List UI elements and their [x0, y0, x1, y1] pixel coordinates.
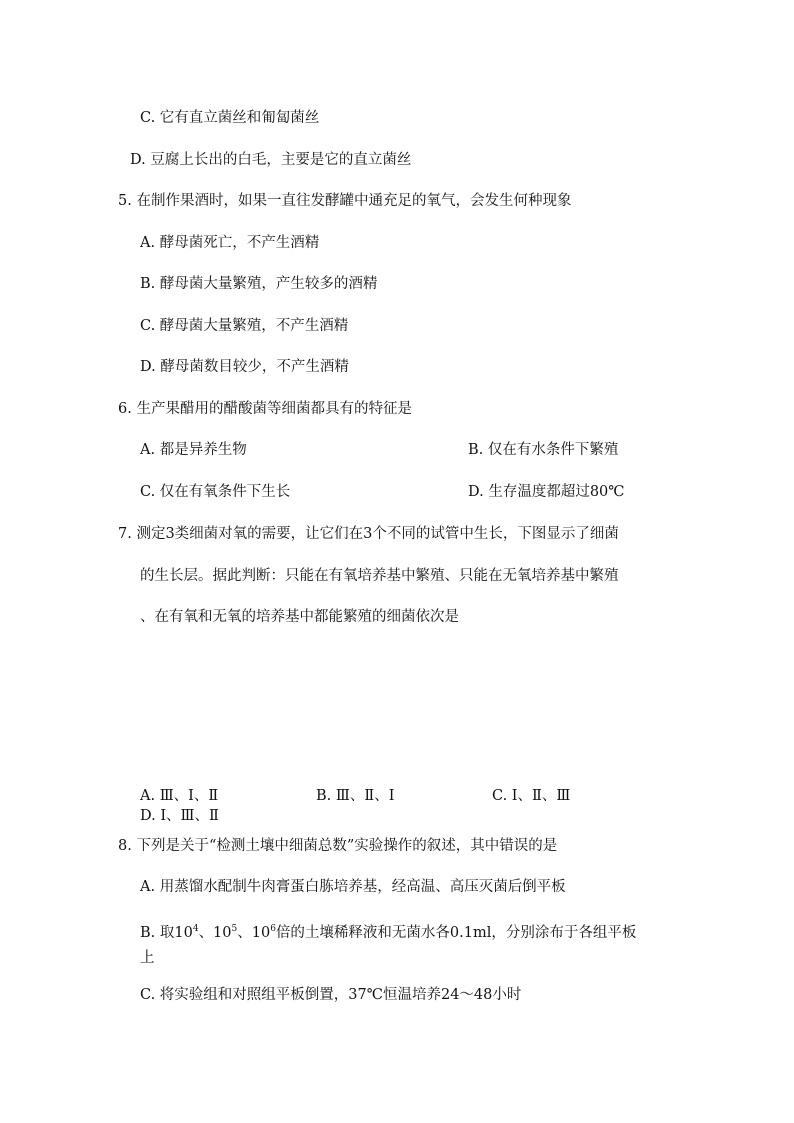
q8-b-mid2: 、10 [237, 925, 271, 941]
q8-b-post: 倍的土壤稀释液和无菌水各0.1ml，分别涂布于各组平板 [275, 925, 637, 941]
q8-b-pre: B. 取10 [140, 925, 193, 941]
q8-option-a: A. 用蒸馏水配制牛肉膏蛋白胨培养基，经高温、高压灭菌后倒平板 [140, 879, 566, 895]
q4-option-d: D. 豆腐上长出的白毛，主要是它的直立菌丝 [130, 152, 412, 168]
q8-b-exp2: 5 [231, 924, 238, 934]
q6-stem: 6. 生产果醋用的醋酸菌等细菌都具有的特征是 [118, 401, 412, 417]
q6-option-b: B. 仅在有水条件下繁殖 [468, 442, 619, 458]
q8-b-exp3: 6 [270, 924, 276, 934]
q8-b-exp1: 4 [192, 924, 199, 934]
q7-stem-line3: 、在有氧和无氧的培养基中都能繁殖的细菌依次是 [140, 609, 459, 625]
q7-stem-line1: 7. 测定3类细菌对氧的需要，让它们在3个不同的试管中生长，下图显示了细菌 [118, 526, 619, 542]
q7-option-c: C. Ⅰ、Ⅱ、Ⅲ [492, 788, 571, 804]
q5-option-b: B. 酵母菌大量繁殖，产生较多的酒精 [140, 276, 378, 292]
q5-option-d: D. 酵母菌数目较少，不产生酒精 [140, 359, 349, 375]
q8-option-c: C. 将实验组和对照组平板倒置，37℃恒温培养24～48小时 [140, 987, 522, 1003]
q7-option-b: B. Ⅲ、Ⅱ、Ⅰ [316, 788, 395, 804]
q7-stem-line2: 的生长层。据此判断：只能在有氧培养基中繁殖、只能在无氧培养基中繁殖 [140, 568, 619, 584]
q7-option-a: A. Ⅲ、Ⅰ、Ⅱ [140, 788, 219, 804]
q8-option-b [140, 919, 636, 943]
q8-option-b-continued: 上 [140, 950, 155, 966]
q6-option-d: D. 生存温度都超过80℃ [468, 484, 625, 500]
q7-option-d: D. Ⅰ、Ⅲ、Ⅱ [140, 808, 219, 824]
q6-option-c: C. 仅在有氧条件下生长 [140, 484, 291, 500]
q5-option-a: A. 酵母菌死亡，不产生酒精 [140, 235, 320, 251]
q8-stem: 8. 下列是关于“检测土壤中细菌总数”实验操作的叙述，其中错误的是 [118, 838, 558, 854]
q5-stem: 5. 在制作果酒时，如果一直往发酵罐中通充足的氧气，会发生何种现象 [118, 193, 572, 209]
q4-option-c: C. 它有直立菌丝和匍匐菌丝 [140, 110, 320, 126]
q8-b-mid1: 、10 [198, 925, 232, 941]
q6-option-a: A. 都是异养生物 [140, 442, 247, 458]
q5-option-c: C. 酵母菌大量繁殖，不产生酒精 [140, 318, 349, 334]
